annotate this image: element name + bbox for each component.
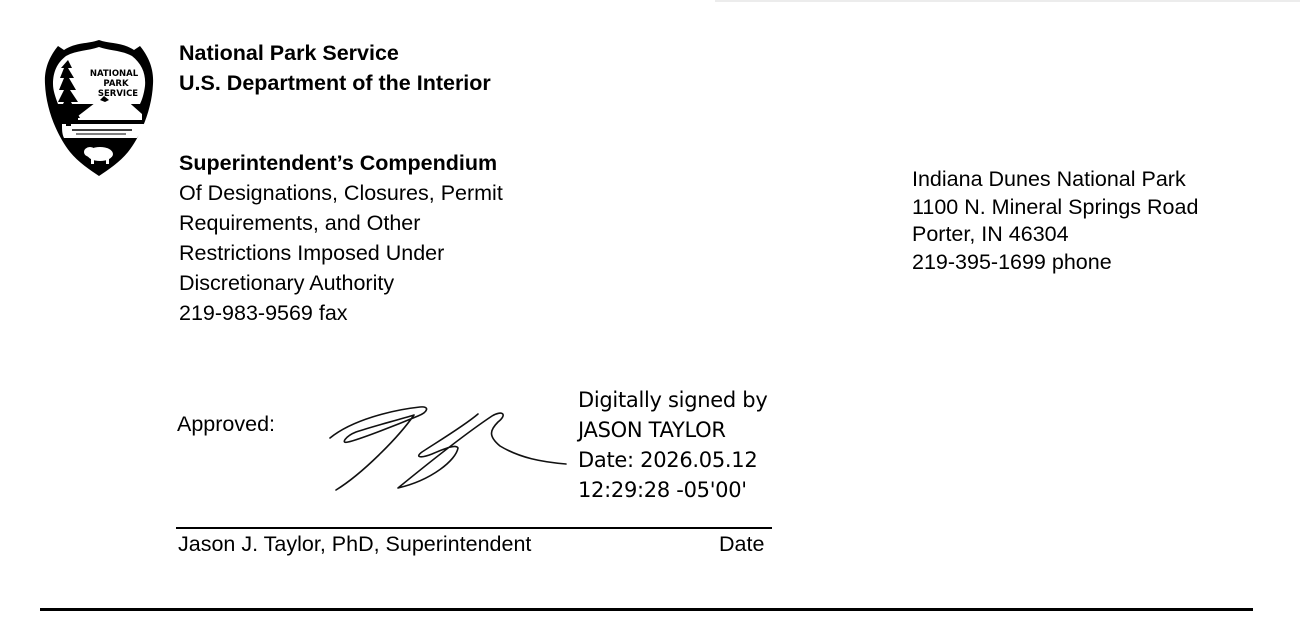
logo-text-line: PARK (103, 79, 129, 89)
digital-signature-line: Date: 2026.05.12 (578, 448, 758, 472)
compendium-line: Of Designations, Closures, Permit (179, 181, 503, 205)
signature-line (176, 527, 772, 529)
park-address (912, 166, 1198, 276)
department-name: U.S. Department of the Interior (179, 71, 491, 95)
fax-number: 219-983-9569 fax (179, 301, 348, 325)
signer-name: Jason J. Taylor, PhD, Superintendent (178, 532, 532, 556)
phone-number: 219-395-1699 phone (912, 249, 1112, 274)
city-state-zip: Porter, IN 46304 (912, 222, 1069, 246)
handwritten-signature (322, 398, 572, 498)
agency-heading (179, 38, 491, 98)
digital-signature-line: JASON TAYLOR (578, 418, 726, 442)
compendium-line: Discretionary Authority (179, 271, 395, 295)
digital-signature-stamp (578, 385, 767, 505)
agency-name: National Park Service (179, 41, 399, 65)
divider (40, 608, 1253, 611)
compendium-title: Superintendent’s Compendium (179, 151, 498, 175)
approved-label: Approved: (177, 412, 276, 436)
compendium-line: Requirements, and Other (179, 211, 421, 235)
nps-arrowhead-icon (42, 38, 156, 178)
compendium-block (179, 148, 503, 328)
top-edge-strip (715, 0, 1300, 2)
logo-text-line: NATIONAL (89, 69, 139, 79)
compendium-line: Restrictions Imposed Under (179, 241, 445, 265)
date-label: Date (719, 532, 765, 556)
park-name: Indiana Dunes National Park (912, 167, 1186, 191)
street-address: 1100 N. Mineral Springs Road (912, 194, 1199, 219)
digital-signature-line: 12:29:28 -05'00' (578, 478, 747, 502)
digital-signature-line: Digitally signed by (578, 388, 768, 412)
logo-text-line: SERVICE (97, 89, 139, 99)
